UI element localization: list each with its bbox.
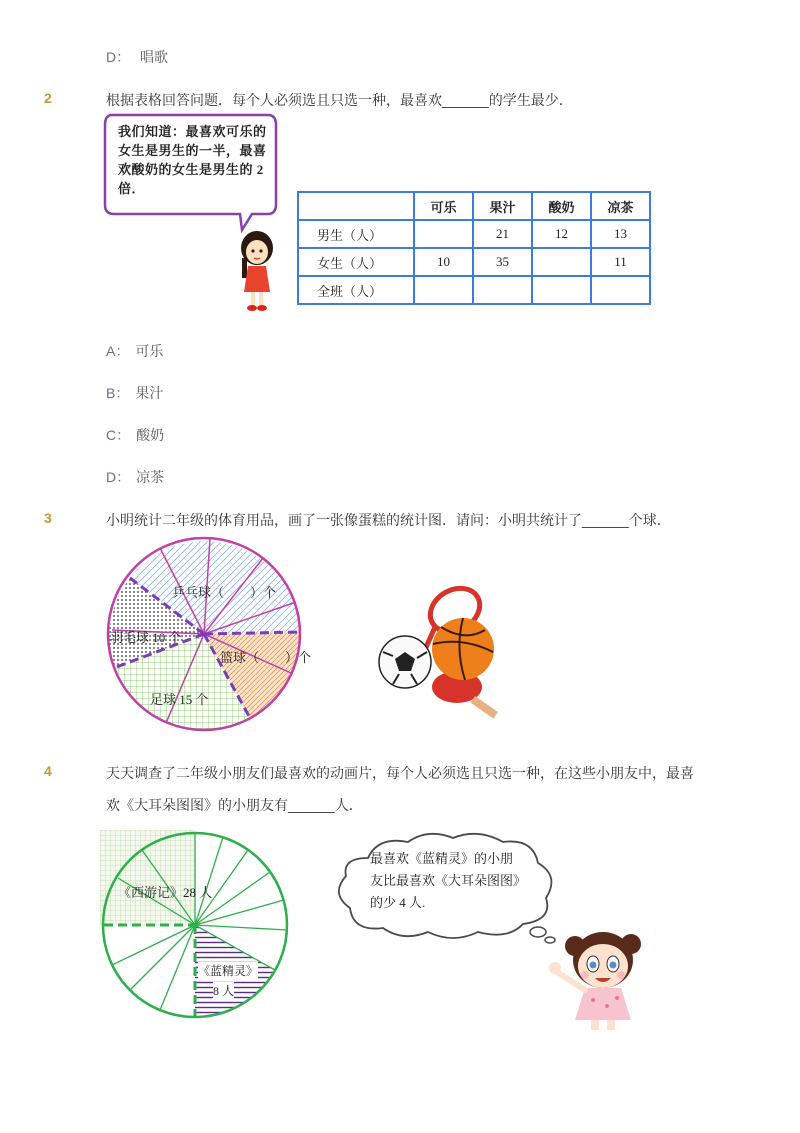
table-cell: 11	[591, 248, 650, 276]
q4-text-line1: 天天调查了二年级小朋友们最喜欢的动画片，每个人必须选且只选一种，在这些小朋友中，最喜	[106, 765, 694, 781]
q1-option-d[interactable]	[106, 47, 168, 67]
pie-label-xiyouji: 《西游记》28 人	[118, 885, 213, 900]
table-row-header: 全班（人）	[298, 276, 414, 304]
table-cell: 13	[591, 220, 650, 248]
table-row	[298, 220, 650, 248]
pie-label-football: 足球 15 个	[150, 692, 209, 707]
option-letter: A：	[106, 343, 130, 359]
sports-balls-icon	[375, 582, 510, 722]
q4-text-line2: 欢《大耳朵图图》的小朋友有______人．	[106, 797, 363, 813]
table-header-cell: 果汁	[473, 192, 532, 220]
table-cell	[473, 276, 532, 304]
q3-number: 3	[44, 510, 52, 526]
pie-label-lanjingling: 《蓝精灵》	[198, 964, 259, 978]
q3-text: 小明统计二年级的体育用品，画了一张像蛋糕的统计图．请问：小明共统计了______个球．	[106, 512, 671, 528]
pie-label-pingpong: 乒乓球（ ）个	[172, 585, 277, 600]
option-text: 凉茶	[136, 469, 165, 485]
table-cell	[532, 248, 591, 276]
option-letter: C：	[106, 427, 131, 443]
option-text: 唱歌	[140, 49, 169, 65]
q2-number: 2	[44, 90, 52, 106]
girl-cartoon-icon	[232, 228, 282, 316]
pie-label-lanjingling-count: 8 人	[213, 984, 235, 998]
q4-number: 4	[44, 763, 52, 779]
pie-label-badminton: 羽毛球 10 个	[110, 630, 182, 645]
q2-text: 根据表格回答问题．每个人必须选且只选一种，最喜欢______的学生最少．	[106, 92, 573, 108]
table-cell	[414, 276, 473, 304]
option-text: 酸奶	[136, 427, 165, 443]
q4-cloud-text: 最喜欢《蓝精灵》的小朋友比最喜欢《大耳朵图图》的少 4 人.	[370, 851, 520, 910]
option-text: 果汁	[135, 385, 164, 401]
option-text: 可乐	[135, 343, 164, 359]
table-header-row	[298, 192, 650, 220]
girl-cartoon-icon	[545, 920, 655, 1035]
table-cell	[532, 276, 591, 304]
option-letter: D：	[106, 49, 131, 65]
table-cell: 10	[414, 248, 473, 276]
option-letter: D：	[106, 469, 131, 485]
table-header-cell: 凉茶	[591, 192, 650, 220]
option-letter: B：	[106, 385, 130, 401]
q2-option-c[interactable]	[106, 425, 164, 445]
q4-pie-chart	[100, 830, 295, 1025]
table-row	[298, 276, 650, 304]
table-row-header: 男生（人）	[298, 220, 414, 248]
table-cell: 35	[473, 248, 532, 276]
q2-stat-table	[297, 191, 651, 305]
q2-option-d[interactable]	[106, 467, 164, 487]
table-header-cell: 酸奶	[532, 192, 591, 220]
table-row-header: 女生（人）	[298, 248, 414, 276]
table-cell: 12	[532, 220, 591, 248]
q2-bubble-text: 我们知道：最喜欢可乐的女生是男生的一半，最喜欢酸奶的女生是男生的 2 倍．	[118, 124, 267, 196]
q2-option-b[interactable]	[106, 383, 163, 403]
table-cell	[414, 220, 473, 248]
table-header-cell: 可乐	[414, 192, 473, 220]
pie-label-basketball: 篮球（ ）个	[220, 650, 312, 665]
table-row	[298, 248, 650, 276]
table-cell	[591, 276, 650, 304]
table-cell	[298, 192, 414, 220]
table-cell: 21	[473, 220, 532, 248]
q2-option-a[interactable]	[106, 341, 163, 361]
